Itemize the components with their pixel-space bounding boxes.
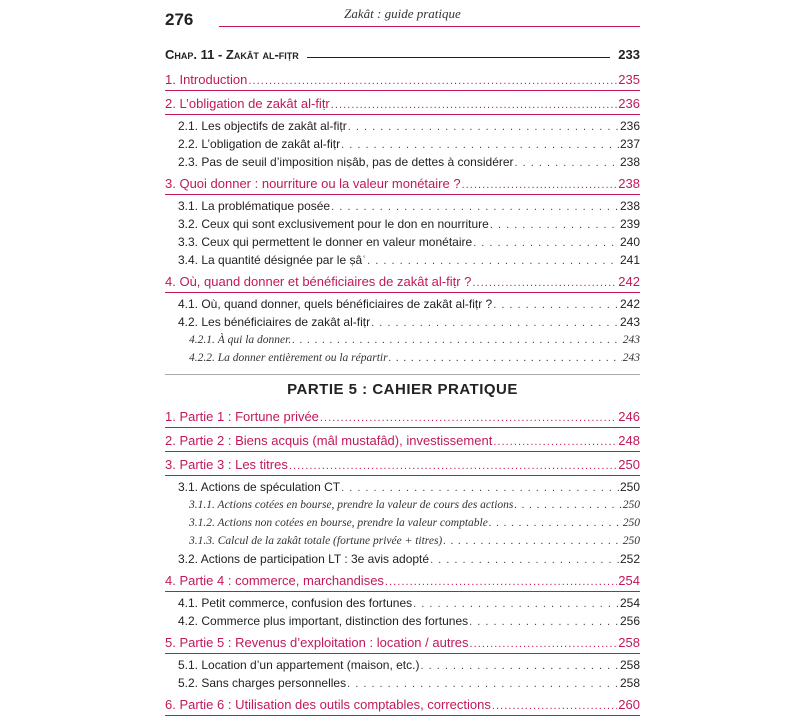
dot-leader (348, 117, 619, 136)
toc-entry-label: 3.1.3. Calcul de la zakât totale (fortune privée + titres) (189, 535, 443, 547)
toc-entry-label: 3.1.2. Actions non cotées en bourse, prendre la valeur comptable (189, 517, 488, 529)
table-of-contents (165, 43, 640, 718)
toc-entry (165, 251, 640, 269)
toc-entry-label: 3.1. La problématique posée (178, 199, 331, 213)
toc-entry-label: 3.2. Ceux qui sont exclusivement pour le don en nourriture (178, 217, 489, 231)
dot-leader (470, 632, 618, 655)
toc-entry-label: 3. Quoi donner : nourriture ou la valeur monétaire ? (165, 176, 461, 191)
toc-entry-page: 258 (619, 676, 640, 690)
toc-entry (165, 69, 640, 91)
toc-entry-page: 258 (619, 658, 640, 672)
chapter-entry-list (165, 69, 640, 367)
toc-entry (165, 532, 640, 550)
dot-leader (347, 674, 619, 693)
dot-leader (469, 612, 619, 631)
toc-entry-page: 236 (619, 119, 640, 133)
toc-entry (165, 632, 640, 654)
dot-leader (331, 197, 619, 216)
dot-leader (331, 93, 618, 116)
dot-leader (492, 694, 617, 717)
toc-entry-label: 4.2. Les bénéficiaires de zakât al-fiṭr (178, 315, 371, 329)
dot-leader (493, 295, 619, 314)
chapter-rule (307, 43, 611, 58)
toc-entry-page: 260 (618, 697, 640, 712)
toc-entry-label: 2.1. Les objectifs de zakât al-fiṭr (178, 119, 347, 133)
dot-leader (514, 496, 621, 514)
toc-entry-label: 3.3. Ceux qui permettent le donner en valeur monétaire (178, 235, 473, 249)
toc-entry-page: 243 (622, 334, 640, 346)
toc-entry-label: 5.1. Location d’un appartement (maison, etc.) (178, 658, 420, 672)
toc-entry (165, 550, 640, 568)
toc-entry-label: 2. Partie 2 : Biens acquis (mâl mustafâd), investissement (165, 433, 493, 448)
toc-entry-label: 1. Introduction (165, 72, 248, 87)
dot-leader (443, 532, 621, 550)
toc-entry-page: 241 (619, 253, 640, 267)
dot-leader (371, 313, 619, 332)
dot-leader (289, 454, 617, 477)
toc-entry-label: 3. Partie 3 : Les titres (165, 457, 288, 472)
toc-entry-label: 4.2.1. À qui la donner. (189, 334, 292, 346)
chapter-title: Chap. 11 - Zakât al-fiṭr (165, 47, 299, 62)
dot-leader (367, 251, 619, 270)
dot-leader (493, 430, 617, 453)
toc-entry-page: 256 (619, 614, 640, 628)
toc-entry-page: 237 (619, 137, 640, 151)
toc-entry (165, 496, 640, 514)
toc-entry-page: 250 (618, 457, 640, 472)
toc-entry-page: 236 (618, 96, 640, 111)
section-divider (165, 374, 640, 375)
toc-entry (165, 594, 640, 612)
dot-leader (472, 271, 617, 294)
toc-entry-page: 238 (619, 155, 640, 169)
toc-entry-page: 250 (619, 480, 640, 494)
toc-entry-page: 240 (619, 235, 640, 249)
header-rule (219, 26, 640, 27)
toc-entry (165, 674, 640, 692)
toc-entry (165, 295, 640, 313)
toc-entry-page: 242 (619, 297, 640, 311)
chapter-heading (165, 43, 640, 67)
toc-entry-page: 243 (619, 315, 640, 329)
toc-entry (165, 215, 640, 233)
dot-leader (420, 656, 618, 675)
toc-entry (165, 570, 640, 592)
toc-entry (165, 331, 640, 349)
toc-entry (165, 173, 640, 195)
toc-entry-label: 1. Partie 1 : Fortune privée (165, 409, 319, 424)
toc-entry-label: 4.2. Commerce plus important, distinction des fortunes (178, 614, 469, 628)
toc-entry (165, 454, 640, 476)
toc-entry (165, 478, 640, 496)
toc-entry-page: 246 (618, 409, 640, 424)
toc-entry-page: 252 (619, 552, 640, 566)
part-title: PARTIE 5 : CAHIER PRATIQUE (287, 381, 518, 398)
toc-entry-page: 243 (622, 352, 640, 364)
dot-leader (490, 215, 619, 234)
toc-entry-page: 235 (618, 72, 640, 87)
chapter-page: 233 (618, 47, 640, 62)
dot-leader (515, 153, 619, 172)
toc-entry-page: 238 (619, 199, 640, 213)
dot-leader (292, 331, 622, 349)
dot-leader (320, 406, 617, 429)
dot-leader (341, 478, 619, 497)
page-number: 276 (165, 10, 194, 29)
dot-leader (413, 594, 619, 613)
toc-entry (165, 430, 640, 452)
toc-entry-page: 258 (618, 635, 640, 650)
page-header (165, 3, 640, 31)
toc-entry-label: 3.2. Actions de participation LT : 3e avis adopté (178, 552, 430, 566)
toc-entry-label: 2.2. L’obligation de zakât al-fiṭr (178, 137, 341, 151)
toc-entry (165, 406, 640, 428)
toc-entry (165, 233, 640, 251)
dot-leader (430, 550, 619, 569)
toc-entry (165, 514, 640, 532)
toc-entry-label: 5.2. Sans charges personnelles (178, 676, 347, 690)
toc-entry (165, 271, 640, 293)
toc-entry (165, 153, 640, 171)
dot-leader (473, 233, 619, 252)
dot-leader (385, 570, 617, 593)
toc-entry (165, 694, 640, 716)
toc-entry-page: 239 (619, 217, 640, 231)
toc-entry-label: 3.1.1. Actions cotées en bourse, prendre la valeur de cours des actions (189, 499, 514, 511)
toc-entry-page: 242 (618, 274, 640, 289)
book-page (165, 0, 640, 712)
toc-entry-page: 250 (622, 535, 640, 547)
running-title: Zakât : guide pratique (344, 6, 461, 21)
toc-entry (165, 313, 640, 331)
toc-entry-label: 2.3. Pas de seuil d’imposition niṣâb, pas de dettes à considérer (178, 155, 514, 169)
toc-entry-label: 3.4. La quantité désignée par le ṣâʿ (178, 253, 367, 267)
toc-entry-label: 6. Partie 6 : Utilisation des outils comptables, corrections (165, 697, 491, 712)
toc-entry-page: 254 (618, 573, 640, 588)
dot-leader (462, 173, 618, 196)
toc-entry (165, 197, 640, 215)
part-entry-list (165, 406, 640, 716)
toc-entry-page: 248 (618, 433, 640, 448)
toc-entry (165, 135, 640, 153)
toc-entry (165, 117, 640, 135)
toc-entry-label: 4. Où, quand donner et bénéficiaires de zakât al-fiṭr ? (165, 274, 472, 289)
toc-entry (165, 93, 640, 115)
dot-leader (389, 349, 622, 367)
toc-entry-label: 4. Partie 4 : commerce, marchandises (165, 573, 384, 588)
toc-entry-page: 238 (618, 176, 640, 191)
dot-leader (341, 135, 619, 154)
toc-entry-label: 2. L’obligation de zakât al-fiṭr (165, 96, 330, 111)
toc-entry (165, 612, 640, 630)
toc-entry-page: 250 (622, 517, 640, 529)
dot-leader (248, 69, 617, 92)
toc-entry-label: 4.1. Où, quand donner, quels bénéficiaires de zakât al-fiṭr ? (178, 297, 493, 311)
toc-entry (165, 349, 640, 367)
toc-entry-label: 4.1. Petit commerce, confusion des fortunes (178, 596, 413, 610)
toc-entry-label: 5. Partie 5 : Revenus d’exploitation : location / autres (165, 635, 469, 650)
dot-leader (489, 514, 622, 532)
toc-entry-label: 3.1. Actions de spéculation CT (178, 480, 341, 494)
toc-entry-label: 4.2.2. La donner entièrement ou la répartir (189, 352, 388, 364)
toc-entry-page: 250 (622, 499, 640, 511)
toc-entry (165, 656, 640, 674)
toc-entry-page: 254 (619, 596, 640, 610)
